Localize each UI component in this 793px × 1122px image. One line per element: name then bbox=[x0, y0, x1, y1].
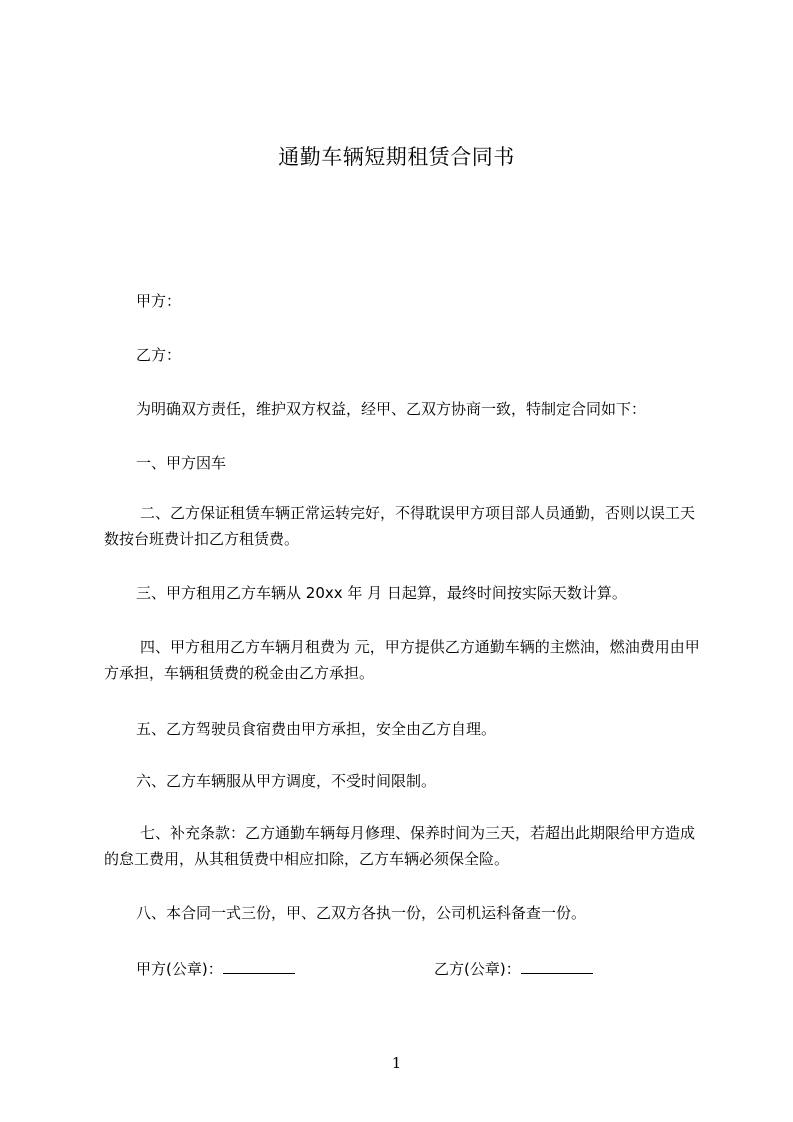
signature-row bbox=[136, 956, 696, 982]
clause-8: 八、本合同一式三份，甲、乙双方各执一份，公司机运科备查一份。 bbox=[136, 904, 587, 922]
clause-3: 三、甲方租用乙方车辆从 20xx 年 月 日起算，最终时间按实际天数计算。 bbox=[136, 584, 627, 602]
clause-2: 二、乙方保证租赁车辆正常运转完好，不得耽误甲方项目部人员通勤，否则以误工天数按台班费计扣乙方租赁费。 bbox=[104, 504, 696, 548]
party-a-line: 甲方： bbox=[136, 292, 182, 310]
signature-a-label: 甲方(公章)： bbox=[136, 960, 223, 978]
party-b-line: 乙方： bbox=[136, 346, 182, 364]
page-number: 1 bbox=[391, 1054, 402, 1072]
document-title: 通勤车辆短期租赁合同书 bbox=[278, 145, 515, 169]
clause-6: 六、乙方车辆服从甲方调度，不受时间限制。 bbox=[136, 772, 437, 790]
signature-b bbox=[434, 956, 593, 982]
signature-a bbox=[136, 956, 295, 982]
signature-b-blank bbox=[521, 957, 593, 974]
clause-4: 四、甲方租用乙方车辆月租费为 元，甲方提供乙方通勤车辆的主燃油，燃油费用由甲方承担，车辆租赁费的税金由乙方承担。 bbox=[104, 638, 700, 682]
clause-5: 五、乙方驾驶员食宿费由甲方承担，安全由乙方自理。 bbox=[136, 720, 497, 738]
intro-paragraph: 为明确双方责任，维护双方权益，经甲、乙双方协商一致，特制定合同如下： bbox=[136, 400, 647, 418]
clause-7: 七、补充条款：乙方通勤车辆每月修理、保养时间为三天，若超出此期限给甲方造成的怠工费用，从其租赁费中相应扣除，乙方车辆必须保全险。 bbox=[104, 824, 696, 868]
signature-a-blank bbox=[223, 957, 295, 974]
clause-1: 一、甲方因车 bbox=[136, 454, 227, 472]
signature-b-label: 乙方(公章)： bbox=[434, 960, 521, 978]
